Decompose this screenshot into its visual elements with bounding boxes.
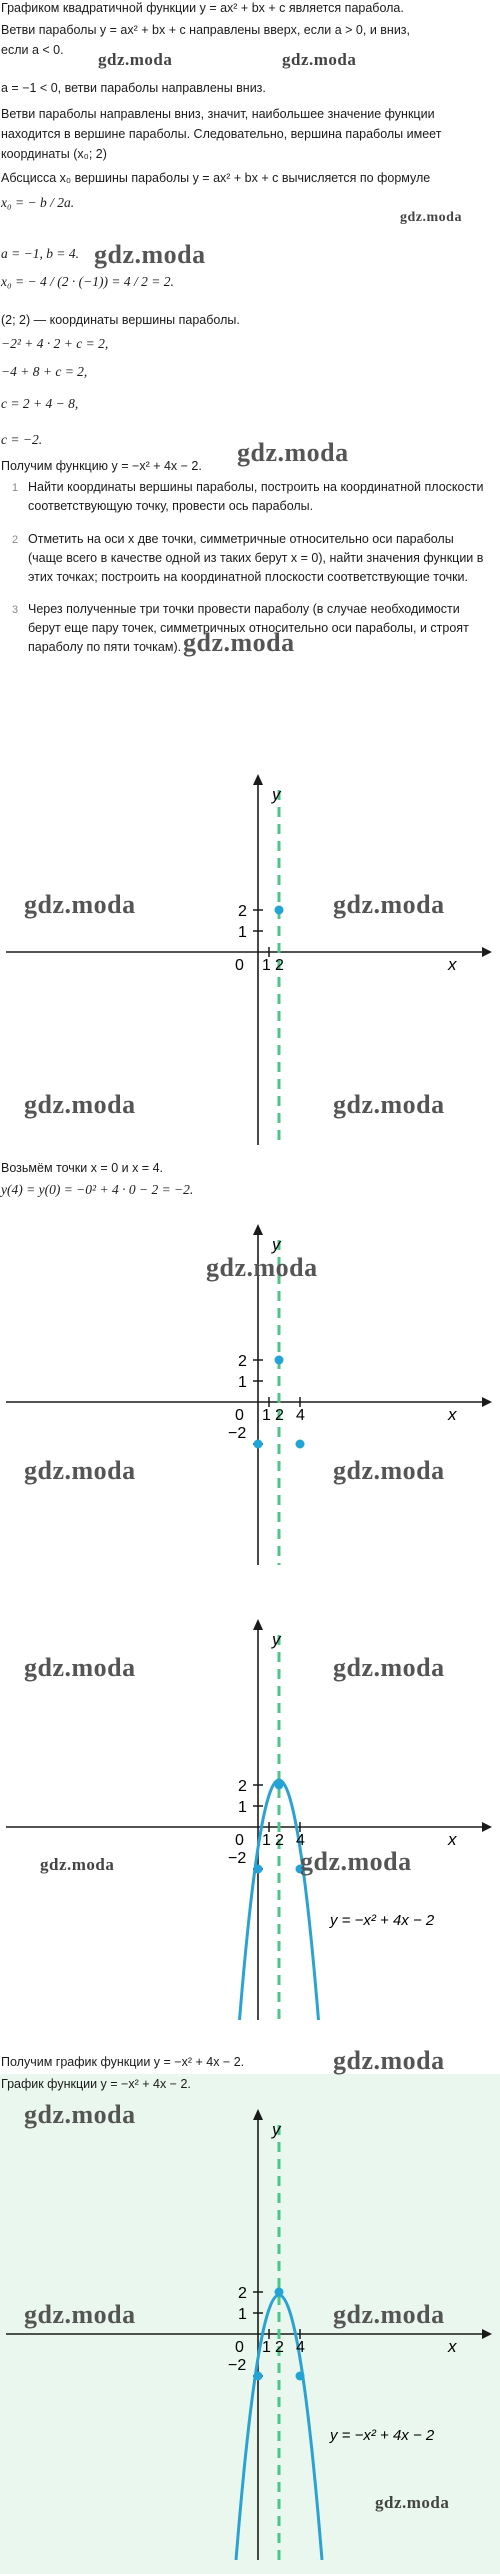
y-axis-label: y xyxy=(272,785,281,804)
watermark: gdz.moda xyxy=(206,1253,318,1282)
watermark: gdz.moda xyxy=(333,2300,445,2329)
y-tick-label-2: 2 xyxy=(238,903,247,920)
result-line-2: График функции y = −x² + 4x − 2. xyxy=(1,2077,191,2091)
y-tick-label-1: 1 xyxy=(238,1374,247,1391)
y-tick-label-minus-2: −2 xyxy=(228,2357,247,2374)
tick-label-0: 0 xyxy=(235,957,244,974)
y-axis-arrow-icon xyxy=(253,1619,263,1630)
vertex-point xyxy=(275,1356,284,1365)
intro-line-5: Ветви параболы направлены вниз, значит, наибольшее значение функции xyxy=(1,107,435,121)
tick-label-2: 2 xyxy=(275,1832,284,1849)
x-axis-label: x xyxy=(448,955,457,974)
watermark: gdz.moda xyxy=(237,438,349,467)
y-tick-label-2: 2 xyxy=(238,1353,247,1370)
tick-label-4: 4 xyxy=(296,1407,305,1424)
x-axis-arrow-icon xyxy=(482,947,492,957)
result-line-1: Получим график функции y = −x² + 4x − 2. xyxy=(1,2055,245,2069)
vertex-formula-2: x₀ = − 4 / (2 · (−1)) = 4 / 2 = 2. xyxy=(1,274,174,289)
intro-line-7: координаты (x₀; 2) xyxy=(1,147,107,161)
watermark: gdz.moda xyxy=(282,50,357,69)
plan-intro: Получим функцию y = −x² + 4x − 2. xyxy=(1,459,202,473)
tick-label-0: 0 xyxy=(235,1832,244,1849)
watermark: gdz.moda xyxy=(94,240,206,269)
plan-step-text: Через полученные три точки провести параболу (в случае необходимости берут еще пару точек, симметричных относительно оси параболы, и строят параболу по пяти точкам). xyxy=(28,602,469,654)
x-axis-label: x xyxy=(448,1830,457,1849)
tick-label-0: 0 xyxy=(235,2339,244,2356)
watermark: gdz.moda xyxy=(300,1847,412,1876)
plan-step-2 xyxy=(12,530,492,587)
vertex-eq-2: −4 + 8 + c = 2, xyxy=(1,364,88,379)
plan-step-text: Отметить на оси x две точки, симметричные относительно оси параболы (чаще всего в качестве одной из таких берут x = 0), найти значения функции в этих точках; построить на координатной плоскости соответствующие точки. xyxy=(28,532,484,584)
watermark: gdz.moda xyxy=(24,1090,136,1119)
watermark: gdz.moda xyxy=(24,1456,136,1485)
vertex-eq-3: c = 2 + 4 − 8, xyxy=(1,396,79,411)
y-tick-label-1: 1 xyxy=(238,2306,247,2323)
watermark: gdz.moda xyxy=(40,1855,115,1874)
watermark: gdz.moda xyxy=(333,1090,445,1119)
points-line-2: y(4) = y(0) = −0² + 4 · 0 − 2 = −2. xyxy=(1,1182,194,1197)
vertex-line-2: a = −1, b = 4. xyxy=(1,246,79,261)
plan-step-1 xyxy=(12,478,492,516)
y-tick-label-1: 1 xyxy=(238,924,247,941)
plan-step-number: 2 xyxy=(12,534,19,546)
plan-step-number: 3 xyxy=(12,604,19,616)
tick-label-2: 2 xyxy=(275,2339,284,2356)
y-axis-label: y xyxy=(272,1630,281,1649)
point-x0 xyxy=(254,1440,263,1449)
watermark: gdz.moda xyxy=(98,50,173,69)
watermark: gdz.moda xyxy=(333,1456,445,1485)
tick-label-4: 4 xyxy=(296,2339,305,2356)
vertex-point xyxy=(275,1781,284,1790)
y-axis-arrow-icon xyxy=(253,1224,263,1235)
y-axis-arrow-icon xyxy=(253,2109,263,2120)
watermark: gdz.moda xyxy=(24,1653,136,1682)
y-tick-label-minus-2: −2 xyxy=(228,1425,247,1442)
watermark: gdz.moda xyxy=(400,210,462,225)
tick-label-2: 2 xyxy=(275,1407,284,1424)
intro-line-3: если a < 0. xyxy=(1,43,64,57)
y-axis-label: y xyxy=(272,1235,281,1254)
point-x4 xyxy=(296,1440,305,1449)
tick-label-0: 0 xyxy=(235,1407,244,1424)
tick-label-1: 1 xyxy=(262,1407,271,1424)
intro-line-1: Графиком квадратичной функции y = ax² + bx + c является парабола. xyxy=(1,1,404,15)
intro-line-4: a = −1 < 0, ветви параболы направлены вниз. xyxy=(1,81,266,95)
intro-line-2: Ветви параболы y = ax² + bx + c направлены вверх, если a > 0, и вниз, xyxy=(1,23,411,37)
watermark: gdz.moda xyxy=(183,628,295,657)
x-axis-label: x xyxy=(448,2337,457,2356)
y-tick-label-2: 2 xyxy=(238,1778,247,1795)
vertex-point xyxy=(275,2288,284,2297)
y-tick-label-2: 2 xyxy=(238,2285,247,2302)
vertex-line-1: Абсцисса x₀ вершины параболы y = ax² + bx + c вычисляется по формуле xyxy=(1,171,431,185)
x-axis-arrow-icon xyxy=(482,1397,492,1407)
vertex-eq-4: c = −2. xyxy=(1,432,43,447)
watermark: gdz.moda xyxy=(24,2100,136,2129)
vertex-formula-1: x₀ = − b / 2a. xyxy=(1,195,75,210)
watermark: gdz.moda xyxy=(333,2046,445,2075)
tick-label-1: 1 xyxy=(262,2339,271,2356)
watermark: gdz.moda xyxy=(24,890,136,919)
y-tick-label-minus-2: −2 xyxy=(228,1850,247,1867)
tick-label-2: 2 xyxy=(275,957,284,974)
x-axis-label: x xyxy=(448,1405,457,1424)
vertex-line-3: (2; 2) — координаты вершины параболы. xyxy=(1,313,240,327)
x-axis-arrow-icon xyxy=(482,1822,492,1832)
vertex-point xyxy=(275,906,284,915)
watermark: gdz.moda xyxy=(24,2300,136,2329)
point-x0 xyxy=(254,1865,263,1874)
tick-label-4: 4 xyxy=(296,1832,305,1849)
y-axis-label: y xyxy=(272,2120,281,2139)
watermark: gdz.moda xyxy=(333,890,445,919)
points-line-1: Возьмём точки x = 0 и x = 4. xyxy=(1,1161,163,1175)
tick-label-1: 1 xyxy=(262,1832,271,1849)
curve-label: y = −x² + 4x − 2 xyxy=(330,2427,435,2444)
y-axis-arrow-icon xyxy=(253,774,263,785)
curve-label: y = −x² + 4x − 2 xyxy=(330,1912,435,1929)
intro-line-6: находится в вершине параболы. Следовательно, вершина параболы имеет xyxy=(1,127,442,141)
tick-label-1: 1 xyxy=(262,957,271,974)
plan-step-text: Найти координаты вершины параболы, построить на координатной плоскости соответствующую точку, провести ось параболы. xyxy=(28,480,484,513)
vertex-eq-1: −2² + 4 · 2 + c = 2, xyxy=(1,336,109,351)
point-x4 xyxy=(296,2372,305,2381)
watermark: gdz.moda xyxy=(375,2493,450,2512)
x-axis-arrow-icon xyxy=(482,2329,492,2339)
point-x0 xyxy=(254,2372,263,2381)
plan-step-number: 1 xyxy=(12,482,19,494)
watermark: gdz.moda xyxy=(333,1653,445,1682)
y-tick-label-1: 1 xyxy=(238,1799,247,1816)
